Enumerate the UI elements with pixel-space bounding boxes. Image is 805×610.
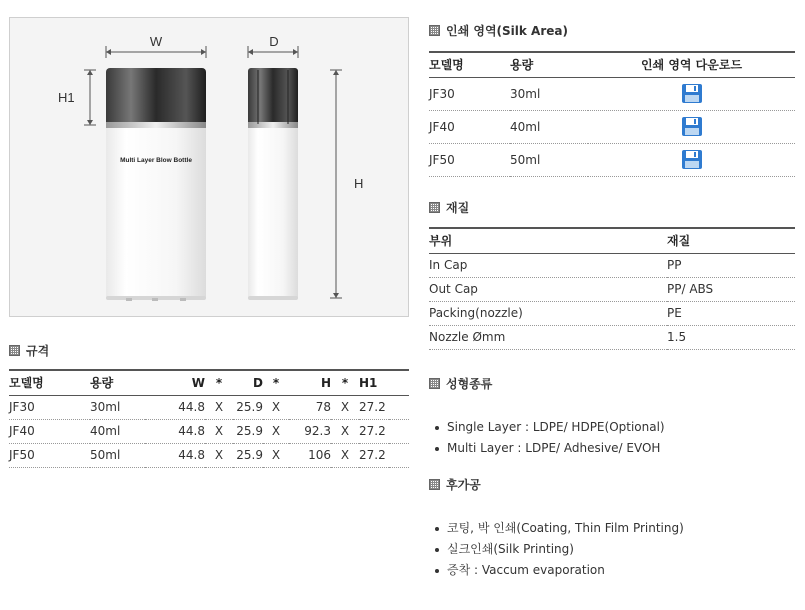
col-w: W — [145, 370, 205, 395]
bottle-diagram — [10, 18, 409, 317]
dim-w-label: W — [149, 34, 163, 49]
table-row: JF40 40ml — [429, 110, 795, 143]
silk-area-title: 인쇄 영역(Silk Area) — [446, 24, 568, 38]
col-h1: H1 — [359, 370, 389, 395]
col-sep: * — [263, 370, 289, 395]
col-download: 인쇄 영역 다운로드 — [588, 52, 795, 77]
silk-area-table — [429, 51, 795, 177]
spec-section-header — [9, 342, 49, 359]
col-model: 모델명 — [9, 370, 90, 395]
bottle-front-view — [106, 68, 206, 301]
dim-h1-label: H1 — [58, 90, 75, 105]
table-row: JF50 50ml — [429, 143, 795, 176]
table-row: Packing(nozzle) PE — [429, 301, 795, 325]
floppy-disk-icon[interactable] — [682, 84, 702, 103]
table-row: JF30 30ml — [429, 77, 795, 110]
floppy-disk-icon[interactable] — [682, 150, 702, 169]
spec-header-row — [9, 370, 409, 395]
list-item: 증착 : Vaccum evaporation — [429, 560, 684, 581]
grid-icon — [9, 345, 20, 356]
spec-title: 규격 — [26, 344, 50, 358]
col-d: D — [233, 370, 263, 395]
dim-d-label: D — [269, 34, 279, 49]
silk-header-row — [429, 52, 795, 77]
silk-area-section-header — [429, 22, 568, 39]
table-row: In Cap PP — [429, 253, 795, 277]
material-section-header — [429, 199, 469, 216]
table-row: Out Cap PP/ ABS — [429, 277, 795, 301]
list-item: 실크인쇄(Silk Printing) — [429, 539, 684, 560]
post-processing-list — [429, 518, 684, 581]
material-table — [429, 227, 795, 350]
material-header-row — [429, 228, 795, 253]
col-sep: * — [331, 370, 359, 395]
col-part: 부위 — [429, 228, 667, 253]
col-sep: * — [205, 370, 233, 395]
product-image-panel — [9, 17, 409, 317]
grid-icon — [429, 25, 440, 36]
col-model: 모델명 — [429, 52, 510, 77]
list-item: Multi Layer : LDPE/ Adhesive/ EVOH — [429, 438, 665, 459]
molding-title: 성형종류 — [446, 377, 493, 391]
spec-table — [9, 369, 409, 468]
dim-h-label: H — [354, 176, 364, 191]
material-title: 재질 — [446, 201, 470, 215]
table-row: JF30 30ml 44.8 X 25.9 X 78 X 27.2 — [9, 395, 409, 419]
floppy-disk-icon[interactable] — [682, 117, 702, 136]
grid-icon — [429, 378, 440, 389]
col-material: 재질 — [667, 228, 795, 253]
table-row: JF40 40ml 44.8 X 25.9 X 92.3 X 27.2 — [9, 419, 409, 443]
molding-section-header — [429, 375, 492, 392]
table-row: Nozzle Ømm 1.5 — [429, 325, 795, 349]
col-capacity: 용량 — [510, 52, 588, 77]
grid-icon — [429, 202, 440, 213]
molding-list — [429, 417, 665, 459]
bottle-side-view — [248, 68, 298, 300]
list-item: Single Layer : LDPE/ HDPE(Optional) — [429, 417, 665, 438]
post-processing-title: 후가공 — [446, 478, 481, 492]
post-processing-section-header — [429, 476, 481, 493]
bottle-label-text: Multi Layer Blow Bottle — [120, 157, 192, 164]
col-h: H — [289, 370, 331, 395]
col-capacity: 용량 — [90, 370, 145, 395]
grid-icon — [429, 479, 440, 490]
table-row: JF50 50ml 44.8 X 25.9 X 106 X 27.2 — [9, 443, 409, 467]
list-item: 코팅, 박 인쇄(Coating, Thin Film Printing) — [429, 518, 684, 539]
